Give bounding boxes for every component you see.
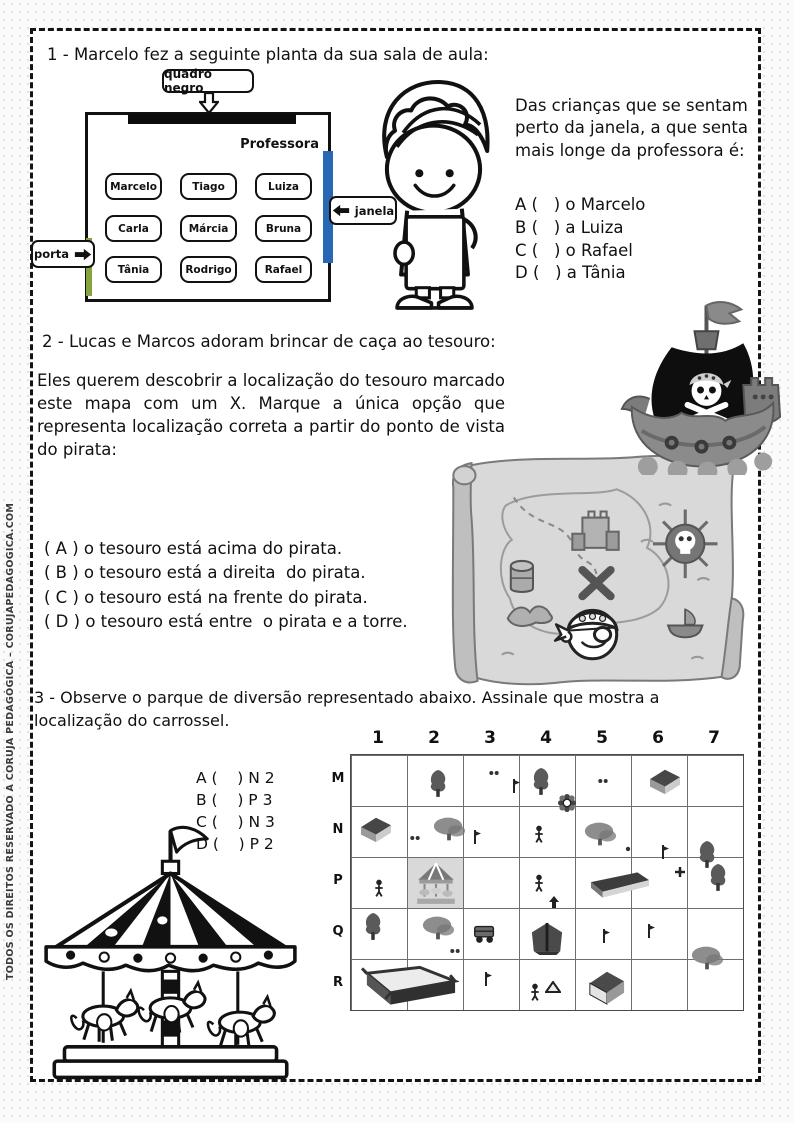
q1-option-c: C ( ) o Rafael: [515, 240, 633, 260]
park-cell-carousel-highlight: [408, 858, 463, 908]
arrow-down-icon: [199, 92, 219, 114]
q3-option-a: A ( ) N 2: [196, 769, 275, 787]
window-label-box: [329, 196, 397, 225]
park-item-tent: [530, 920, 564, 958]
park-item-dot: [625, 846, 631, 852]
park-item-flagpole: [511, 778, 521, 794]
park-row-p: P: [333, 873, 343, 888]
q1-options: [515, 194, 645, 285]
arrow-left-icon: [332, 204, 350, 217]
seat-carla: Carla: [105, 215, 162, 242]
park-col-7: 7: [708, 728, 720, 748]
treasure-map-illustration: [443, 447, 748, 689]
park-col-2: 2: [428, 728, 440, 748]
park-row-r: R: [332, 975, 343, 990]
q1-question: Das crianças que se sentam perto da janela, a que senta mais longe da professora é:: [515, 96, 749, 160]
blackboard-label: quadro negro: [164, 67, 212, 95]
park-item-building: [589, 870, 651, 900]
park-item-person: [532, 873, 545, 892]
park-row-q: Q: [332, 924, 344, 939]
q1-option-b: B ( ) a Luiza: [515, 217, 624, 237]
teacher-label: Professora: [240, 137, 319, 152]
door-label-box: [31, 240, 95, 268]
seat-tania: Tânia: [105, 256, 162, 283]
park-item-bush: [421, 916, 455, 941]
park-item-person: [528, 983, 541, 1002]
park-col-1: 1: [372, 728, 384, 748]
park-item-flower: [557, 794, 576, 813]
park-item-bush: [432, 816, 466, 841]
park-item-house: [357, 814, 395, 844]
seat-marcelo: Marcelo: [105, 173, 162, 200]
park-item-flagpole: [660, 844, 670, 860]
park-item-bush: [583, 822, 617, 847]
park-row-m: M: [331, 771, 345, 786]
blackboard-label-box: [162, 69, 254, 93]
q3-option-d: D ( ) P 2: [196, 835, 274, 853]
q3-option-c: C ( ) N 3: [196, 813, 275, 831]
park-item-flagpole: [646, 923, 656, 939]
park-item-flagpole: [601, 928, 611, 944]
q2-option-b: ( B ) o tesouro está a direita do pirata.: [44, 563, 366, 583]
q2-option-c: ( C ) o tesouro está na frente do pirata.: [44, 587, 368, 607]
park-item-house2: [584, 968, 628, 1006]
park-item-tree: [425, 767, 451, 799]
q2-option-a: ( A ) o tesouro está acima do pirata.: [44, 539, 343, 558]
park-col-6: 6: [652, 728, 664, 748]
classroom-plan: [85, 112, 331, 302]
blackboard-bar: [128, 114, 296, 124]
park-item-person: [373, 878, 386, 897]
park-item-pool: [361, 963, 459, 1011]
park-grid: [350, 754, 744, 1011]
park-item-cart: [471, 923, 499, 944]
boy-illustration: [360, 74, 508, 312]
park-item-triangle: [545, 981, 561, 993]
door-label: porta: [33, 247, 70, 261]
seat-rodrigo: Rodrigo: [180, 256, 237, 283]
park-row-n: N: [332, 822, 344, 837]
park-item-dots: [597, 776, 610, 785]
park-item-bush: [690, 945, 724, 970]
park-item-house: [646, 766, 684, 796]
seat-bruna: Bruna: [255, 215, 312, 242]
window-label: janela: [354, 203, 395, 218]
park-item-flagpole: [483, 971, 493, 987]
park-item-person: [532, 825, 545, 844]
seat-rafael: Rafael: [255, 256, 312, 283]
park-item-flagpole: [472, 829, 482, 845]
pirate-ship-illustration: [610, 297, 794, 475]
q3-title: 3 - Observe o parque de diversão representado abaixo. Assinale que mostra a localização do carrossel.: [34, 688, 660, 731]
q2-title: 2 - Lucas e Marcos adoram brincar de caça ao tesouro:: [42, 332, 496, 351]
park-col-4: 4: [540, 728, 552, 748]
park-item-tree: [360, 910, 386, 942]
q3-option-b: B ( ) P 3: [196, 791, 273, 809]
q2-options: [44, 537, 408, 634]
park-item-arrowup: [548, 895, 560, 909]
arrow-right-icon: [74, 248, 92, 261]
carousel-illustration: [40, 818, 300, 1086]
q1-option-d: D ( ) a Tânia: [515, 263, 626, 283]
seat-luiza: Luiza: [255, 173, 312, 200]
park-item-dots: [448, 947, 461, 956]
park-item-tree: [705, 861, 731, 893]
park-col-3: 3: [484, 728, 496, 748]
park-item-dots: [487, 768, 500, 777]
park-item-dots: [409, 833, 422, 842]
q2-body: Eles querem descobrir a localização do tesouro marcado este mapa com um X. Marque a única opção que representa localização correta a partir do ponto de vista do pirata:: [37, 371, 505, 460]
q1-title: 1 - Marcelo fez a seguinte planta da sua sala de aula:: [47, 45, 489, 64]
park-col-5: 5: [596, 728, 608, 748]
q2-option-d: ( D ) o tesouro está entre o pirata e a torre.: [44, 611, 408, 631]
park-item-plus: [674, 866, 686, 878]
seat-marcia: Márcia: [180, 215, 237, 242]
park-item-tree: [528, 765, 554, 797]
q1-option-a: A ( ) o Marcelo: [515, 195, 646, 214]
seat-tiago: Tiago: [180, 173, 237, 200]
copyright-vertical-text: TODOS OS DIREITOS RESERVADO A CORUJA PEDAGÓGICA – CORUJAPEDAGOGICA.COM: [5, 502, 16, 980]
